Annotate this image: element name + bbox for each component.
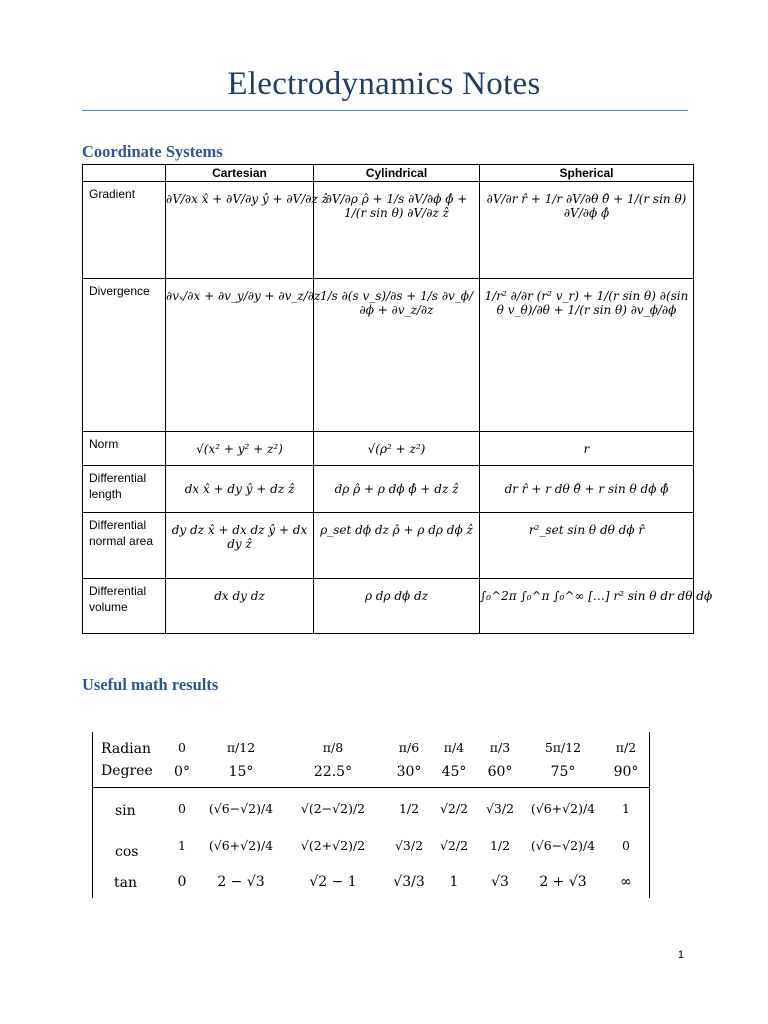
- trig-sin-cell: √3/2: [485, 801, 515, 816]
- trig-radians-cell: π/2: [615, 740, 637, 755]
- divergence-spherical: 1/r² ∂/∂r (r² v_r) + 1/(r sin θ) ∂(sin θ v_θ)/∂θ + 1/(r sin θ) ∂v_ϕ/∂ϕ: [480, 279, 694, 432]
- trig-tan-cell: 2 − √3: [217, 874, 265, 890]
- page-number: 1: [677, 949, 684, 961]
- header-cartesian: Cartesian: [166, 165, 314, 182]
- length-cylindrical: dρ ρ̂ + ρ dϕ ϕ̂ + dz ẑ: [314, 466, 480, 513]
- header-cylindrical: Cylindrical: [314, 165, 480, 182]
- norm-cylindrical: √(ρ² + z²): [314, 432, 480, 466]
- table-row-gradient: [83, 182, 694, 279]
- trig-radians-cell: π/3: [489, 740, 511, 755]
- length-cartesian: dx x̂ + dy ŷ + dz ẑ: [166, 466, 314, 513]
- row-label-norm: Norm: [83, 432, 166, 466]
- trig-cos-cell: 0: [622, 838, 630, 853]
- trig-tan-cell: √3: [491, 874, 509, 890]
- label-radian: Radian: [101, 741, 152, 757]
- table-row-norm: [83, 432, 694, 466]
- trig-cos-cell: 1: [178, 838, 186, 853]
- page-title: Electrodynamics Notes: [227, 66, 541, 102]
- trig-radians-cell: π/12: [226, 740, 256, 755]
- table-header-row: [83, 165, 694, 182]
- trig-values-table: [92, 732, 652, 898]
- label-cos: cos: [115, 844, 139, 860]
- table-row-differential-normal-area: [83, 513, 694, 579]
- trig-tan-cell: 0: [177, 874, 187, 890]
- trig-sin-cell: √2/2: [439, 801, 469, 816]
- trig-degrees-cell: 15°: [228, 764, 254, 780]
- trig-radians-cell: π/8: [322, 740, 344, 755]
- row-label-differential-length: Differential length: [83, 466, 166, 513]
- volume-cylindrical: ρ dρ dϕ dz: [314, 579, 480, 634]
- gradient-cylindrical: ∂V/∂ρ ρ̂ + 1/s ∂V/∂ϕ ϕ̂ + 1/(r sin θ) ∂V/∂z ẑ: [314, 182, 480, 279]
- trig-degrees-cell: 45°: [441, 764, 467, 780]
- volume-spherical: ∫₀^2π ∫₀^π ∫₀^∞ […] r² sin θ dr dθ dϕ: [480, 579, 694, 634]
- trig-degrees-cell: 75°: [550, 764, 576, 780]
- trig-tan-cell: √3/3: [393, 874, 425, 890]
- gradient-spherical: ∂V/∂r r̂ + 1/r ∂V/∂θ θ̂ + 1/(r sin θ) ∂V/∂ϕ ϕ̂: [480, 182, 694, 279]
- header-empty: [83, 165, 166, 182]
- norm-cartesian: √(x² + y² + z²): [166, 432, 314, 466]
- coordinate-systems-table: [82, 164, 713, 634]
- area-cylindrical: ρ_set dϕ dz ρ̂ + ρ dρ dϕ ẑ: [314, 513, 480, 579]
- trig-degrees-cell: 30°: [396, 764, 422, 780]
- label-degree: Degree: [101, 763, 153, 779]
- trig-tan-cell: 2 + √3: [539, 874, 587, 890]
- label-sin: sin: [115, 803, 136, 819]
- trig-tan-cell: √2 − 1: [309, 874, 357, 890]
- area-cartesian: dy dz x̂ + dx dz ŷ + dx dy ẑ: [166, 513, 314, 579]
- trig-cos-cell: 1/2: [489, 838, 511, 853]
- trig-sin-cell: √(2−√2)/2: [300, 801, 366, 816]
- divergence-cylindrical: 1/s ∂(s v_s)/∂s + 1/s ∂v_ϕ/∂ϕ + ∂v_z/∂z: [314, 279, 480, 432]
- trig-radians-cell: π/4: [443, 740, 465, 755]
- row-label-divergence: Divergence: [83, 279, 166, 432]
- trig-degrees-cell: 60°: [487, 764, 513, 780]
- trig-sin-cell: 1/2: [398, 801, 420, 816]
- trig-cos-cell: (√6+√2)/4: [208, 838, 274, 853]
- trig-sin-cell: (√6−√2)/4: [208, 801, 274, 816]
- area-spherical: r²_set sin θ dθ dϕ r̂: [480, 513, 694, 579]
- trig-tan-cell: ∞: [620, 874, 632, 890]
- row-label-differential-volume: Differential volume: [83, 579, 166, 634]
- trig-tan-cell: 1: [449, 874, 459, 890]
- trig-degrees-cell: 90°: [613, 764, 639, 780]
- table-row-differential-length: [83, 466, 694, 513]
- title-divider: [82, 110, 688, 111]
- norm-spherical: r: [480, 432, 694, 466]
- trig-table-right-border: [649, 732, 650, 898]
- divergence-cartesian: ∂vₓ/∂x + ∂v_y/∂y + ∂v_z/∂z: [166, 279, 314, 432]
- gradient-cartesian: ∂V/∂x x̂ + ∂V/∂y ŷ + ∂V/∂z ẑ: [166, 182, 314, 279]
- label-tan: tan: [114, 875, 137, 891]
- trig-degrees-cell: 22.5°: [313, 764, 353, 780]
- trig-sin-cell: (√6+√2)/4: [530, 801, 596, 816]
- section-heading-useful-math: Useful math results: [82, 675, 219, 694]
- trig-sin-cell: 1: [622, 801, 630, 816]
- trig-radians-cell: 0: [178, 740, 186, 755]
- trig-radians-cell: π/6: [398, 740, 420, 755]
- volume-cartesian: dx dy dz: [166, 579, 314, 634]
- trig-cos-cell: √(2+√2)/2: [300, 838, 366, 853]
- trig-table-divider: [92, 787, 650, 788]
- trig-radians-cell: 5π/12: [544, 740, 582, 755]
- table-row-divergence: [83, 279, 694, 432]
- trig-cos-cell: √3/2: [394, 838, 424, 853]
- trig-sin-cell: 0: [178, 801, 186, 816]
- trig-cos-cell: (√6−√2)/4: [530, 838, 596, 853]
- length-spherical: dr r̂ + r dθ θ̂ + r sin θ dϕ ϕ̂: [480, 466, 694, 513]
- header-spherical: Spherical: [480, 165, 694, 182]
- trig-table-left-border: [92, 732, 93, 898]
- section-heading-coordinate-systems: Coordinate Systems: [82, 142, 223, 161]
- table-row-differential-volume: [83, 579, 694, 634]
- trig-degrees-cell: 0°: [174, 764, 190, 780]
- trig-cos-cell: √2/2: [439, 838, 469, 853]
- row-label-differential-normal-area: Differential normal area: [83, 513, 166, 579]
- row-label-gradient: Gradient: [83, 182, 166, 279]
